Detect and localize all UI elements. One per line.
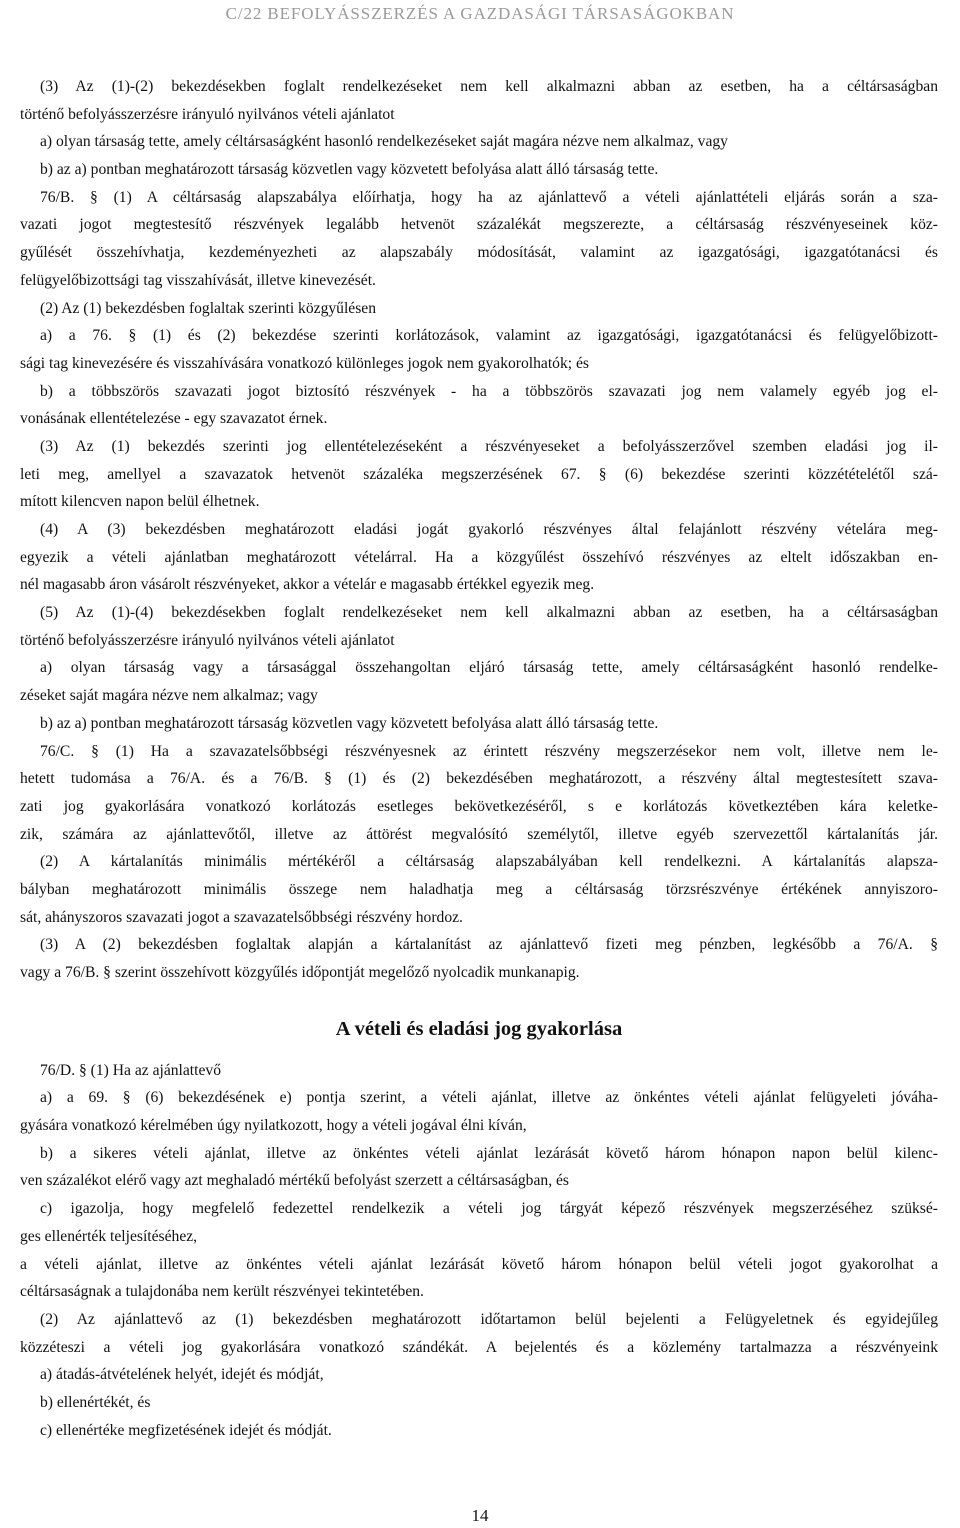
text-line: c) ellenértéke megfizetésének idejét és módját.	[40, 1421, 332, 1439]
section-76c-first-line: 76/C. § (1) Ha a szavazatelsőbbségi részvényesnek az érintett részvény megszerzésekor nem volt, illetve nem le-	[40, 742, 938, 760]
section-title: A vételi és eladási jog gyakorlása	[335, 1017, 623, 1040]
text-line: hetett tudomása a 76/A. és a 76/B. § (1) és (2) bekezdésében meghatározott, a részvény által megtestesített szava-	[20, 770, 938, 788]
text-line: c) igazolja, hogy megfelelő fedezettel rendelkezik a vételi jog tárgyát képező részvények megszerzéséhez szüksé-	[40, 1200, 938, 1218]
text-line: b) ellenértékét, és	[40, 1393, 151, 1411]
text-line: (2) Az (1) bekezdésben foglaltak szerinti közgyűlésen	[40, 299, 377, 317]
text-line: a) átadás-átvételének helyét, idejét és módját,	[40, 1366, 324, 1384]
text-line: vonásának ellentételezése - egy szavazatot érnek.	[20, 410, 328, 428]
text-line: gyására vonatkozó kérelmében úgy nyilatkozott, hogy a vételi jogával élni kíván,	[20, 1117, 527, 1135]
text-line: vazati jogot megtestesítő részvények legalább hetvenöt százalékát megszerezte, a céltársaság részvényeseinek köz-	[20, 216, 938, 234]
text-line: a) a 69. § (6) bekezdésének e) pontja szerint, a vételi ajánlat, illetve az önkéntes vételi ajánlat felügyeleti jóváha-	[40, 1089, 938, 1107]
text-line: nél magasabb áron vásárolt részvényeket, akkor a vételár e magasabb értékkel egyezik meg.	[20, 576, 595, 594]
text-line: a) a 76. § (1) és (2) bekezdése szerinti korlátozások, valamint az igazgatósági, igazgatótanácsi és felügyelőbizott-	[40, 327, 938, 345]
text-line: (3) Az (1)-(2) bekezdésekben foglalt rendelkezéseket nem kell alkalmazni abban az esetben, ha a céltársaságban	[40, 78, 938, 95]
running-header: C/22 BEFOLYÁSSZERZÉS A GAZDASÁGI TÁRSASÁGOKBAN	[225, 4, 735, 23]
text-line: b) a többszörös szavazati jogot biztosító részvények - ha a többszörös szavazati jog nem valamely egyéb jog el-	[40, 382, 938, 400]
text-line: gyűlését összehívhatja, kezdeményezheti az alapszabály módosítását, valamint az igazgatósági, igazgatótanácsi és	[20, 244, 938, 262]
text-line: b) az a) pontban meghatározott társaság közvetlen vagy közvetett befolyása alatt álló társaság tette.	[40, 714, 659, 732]
text-line: felügyelőbizottsági tag visszahívását, illetve kinevezését.	[20, 271, 376, 289]
text-line: történő befolyásszerzésre irányuló nyilvános vételi ajánlatot	[20, 631, 395, 649]
text-line: (3) Az (1) bekezdés szerinti jog ellentételezéseként a részvényeseket a befolyásszerzővel szemben eladási jog il-	[40, 437, 938, 455]
text-line: közzéteszi a vételi jog gyakorlására vonatkozó szándékát. A bejelentés és a közlemény tartalmazza a részvényeink	[20, 1338, 938, 1356]
text-line: sát, ahányszoros szavazati jogot a szavazatelsőbbségi részvény hordoz.	[20, 908, 463, 926]
text-line: a) olyan társaság vagy a társasággal összehangoltan eljáró társaság tette, amely céltársaságként hasonló rendelke-	[40, 659, 938, 677]
text-line: bályban meghatározott minimális összege nem haladhatja meg a céltársaság törzsrészvénye értékének annyiszoro-	[20, 880, 938, 898]
text-line: egyezik a vételi ajánlatban meghatározott vételárral. Ha a közgyűlést összehívó részvényes az eltelt időszakban en-	[20, 548, 938, 566]
section-76d-first-line: 76/D. § (1) Ha az ajánlattevő	[40, 1061, 221, 1079]
text-line: céltársaságnak a tulajdonába nem került részvényei tekintetében.	[20, 1283, 424, 1301]
text-line: leti meg, amellyel a szavazatok hetvenöt százaléka megszerzésének 67. § (6) bekezdése szerinti közzétételétől szá-	[20, 465, 938, 483]
text-line: a) olyan társaság tette, amely céltársaságként hasonló rendelkezéseket saját magára nézve nem alkalmaz, vagy	[40, 133, 728, 151]
text-line: (2) A kártalanítás minimális mértékéről a céltársaság alapszabályában kell rendelkezni. A kártalanítás alapsza-	[40, 853, 938, 871]
text-line: (3) A (2) bekezdésben foglaltak alapján a kártalanítást az ajánlattevő fizeti meg pénzben, legkésőbb a 76/A. §	[40, 936, 938, 954]
text-line: ven százalékot elérő vagy azt meghaladó mértékű befolyást szerzett a céltársaságban, és	[20, 1172, 569, 1190]
section-76b-first-line: 76/B. § (1) A céltársaság alapszabálya előírhatja, hogy ha az ajánlattevő a vételi ajánlattételi eljárás során a sza-	[40, 188, 938, 206]
text-line: ges ellenérték teljesítéséhez,	[20, 1227, 198, 1245]
text-line: vagy a 76/B. § szerint összehívott közgyűlés időpontját megelőző nyolcadik munkanapig.	[20, 964, 580, 981]
text-line: (4) A (3) bekezdésben meghatározott eladási jogát gyakorló részvényes által felajánlott részvény vételára meg-	[40, 521, 938, 538]
page-number: 14	[471, 1506, 489, 1525]
text-line: történő befolyásszerzésre irányuló nyilvános vételi ajánlatot	[20, 105, 395, 123]
text-line: zik, számára az ajánlattevőtől, illetve az áttörést megvalósító személytől, illetve egyéb szervezettől kártalanítás jár.	[20, 825, 938, 843]
text-line: (2) Az ajánlattevő az (1) bekezdésben meghatározott időtartamon belül bejelenti a Felügyeletnek és egyidejűleg	[40, 1310, 938, 1328]
text-line: mított kilencven napon belül élhetnek.	[20, 493, 260, 511]
text-line: zéseket saját magára nézve nem alkalmaz; vagy	[20, 687, 318, 705]
text-line: zati jog gyakorlására vonatkozó korlátozás esetleges bekövetkezéséről, s e korlátozás következtében kára keletke-	[20, 797, 938, 815]
text-line: b) az a) pontban meghatározott társaság közvetlen vagy közvetett befolyása alatt álló társaság tette.	[40, 161, 659, 179]
text-line: sági tag kinevezésére és visszahívására vonatkozó különleges jogok nem gyakorolhatók; és	[20, 354, 589, 372]
text-line: (5) Az (1)-(4) bekezdésekben foglalt rendelkezéseket nem kell alkalmazni abban az esetben, ha a céltársaságban	[40, 604, 938, 622]
text-line: b) a sikeres vételi ajánlat, illetve az önkéntes vételi ajánlat lezárását követő három hónapon napon belül kilenc-	[40, 1144, 938, 1162]
document-body	[20, 73, 938, 1444]
text-line: a vételi ajánlat, illetve az önkéntes vételi ajánlat lezárását követő három hónapon belül vételi jogot gyakorolhat a	[20, 1255, 938, 1273]
